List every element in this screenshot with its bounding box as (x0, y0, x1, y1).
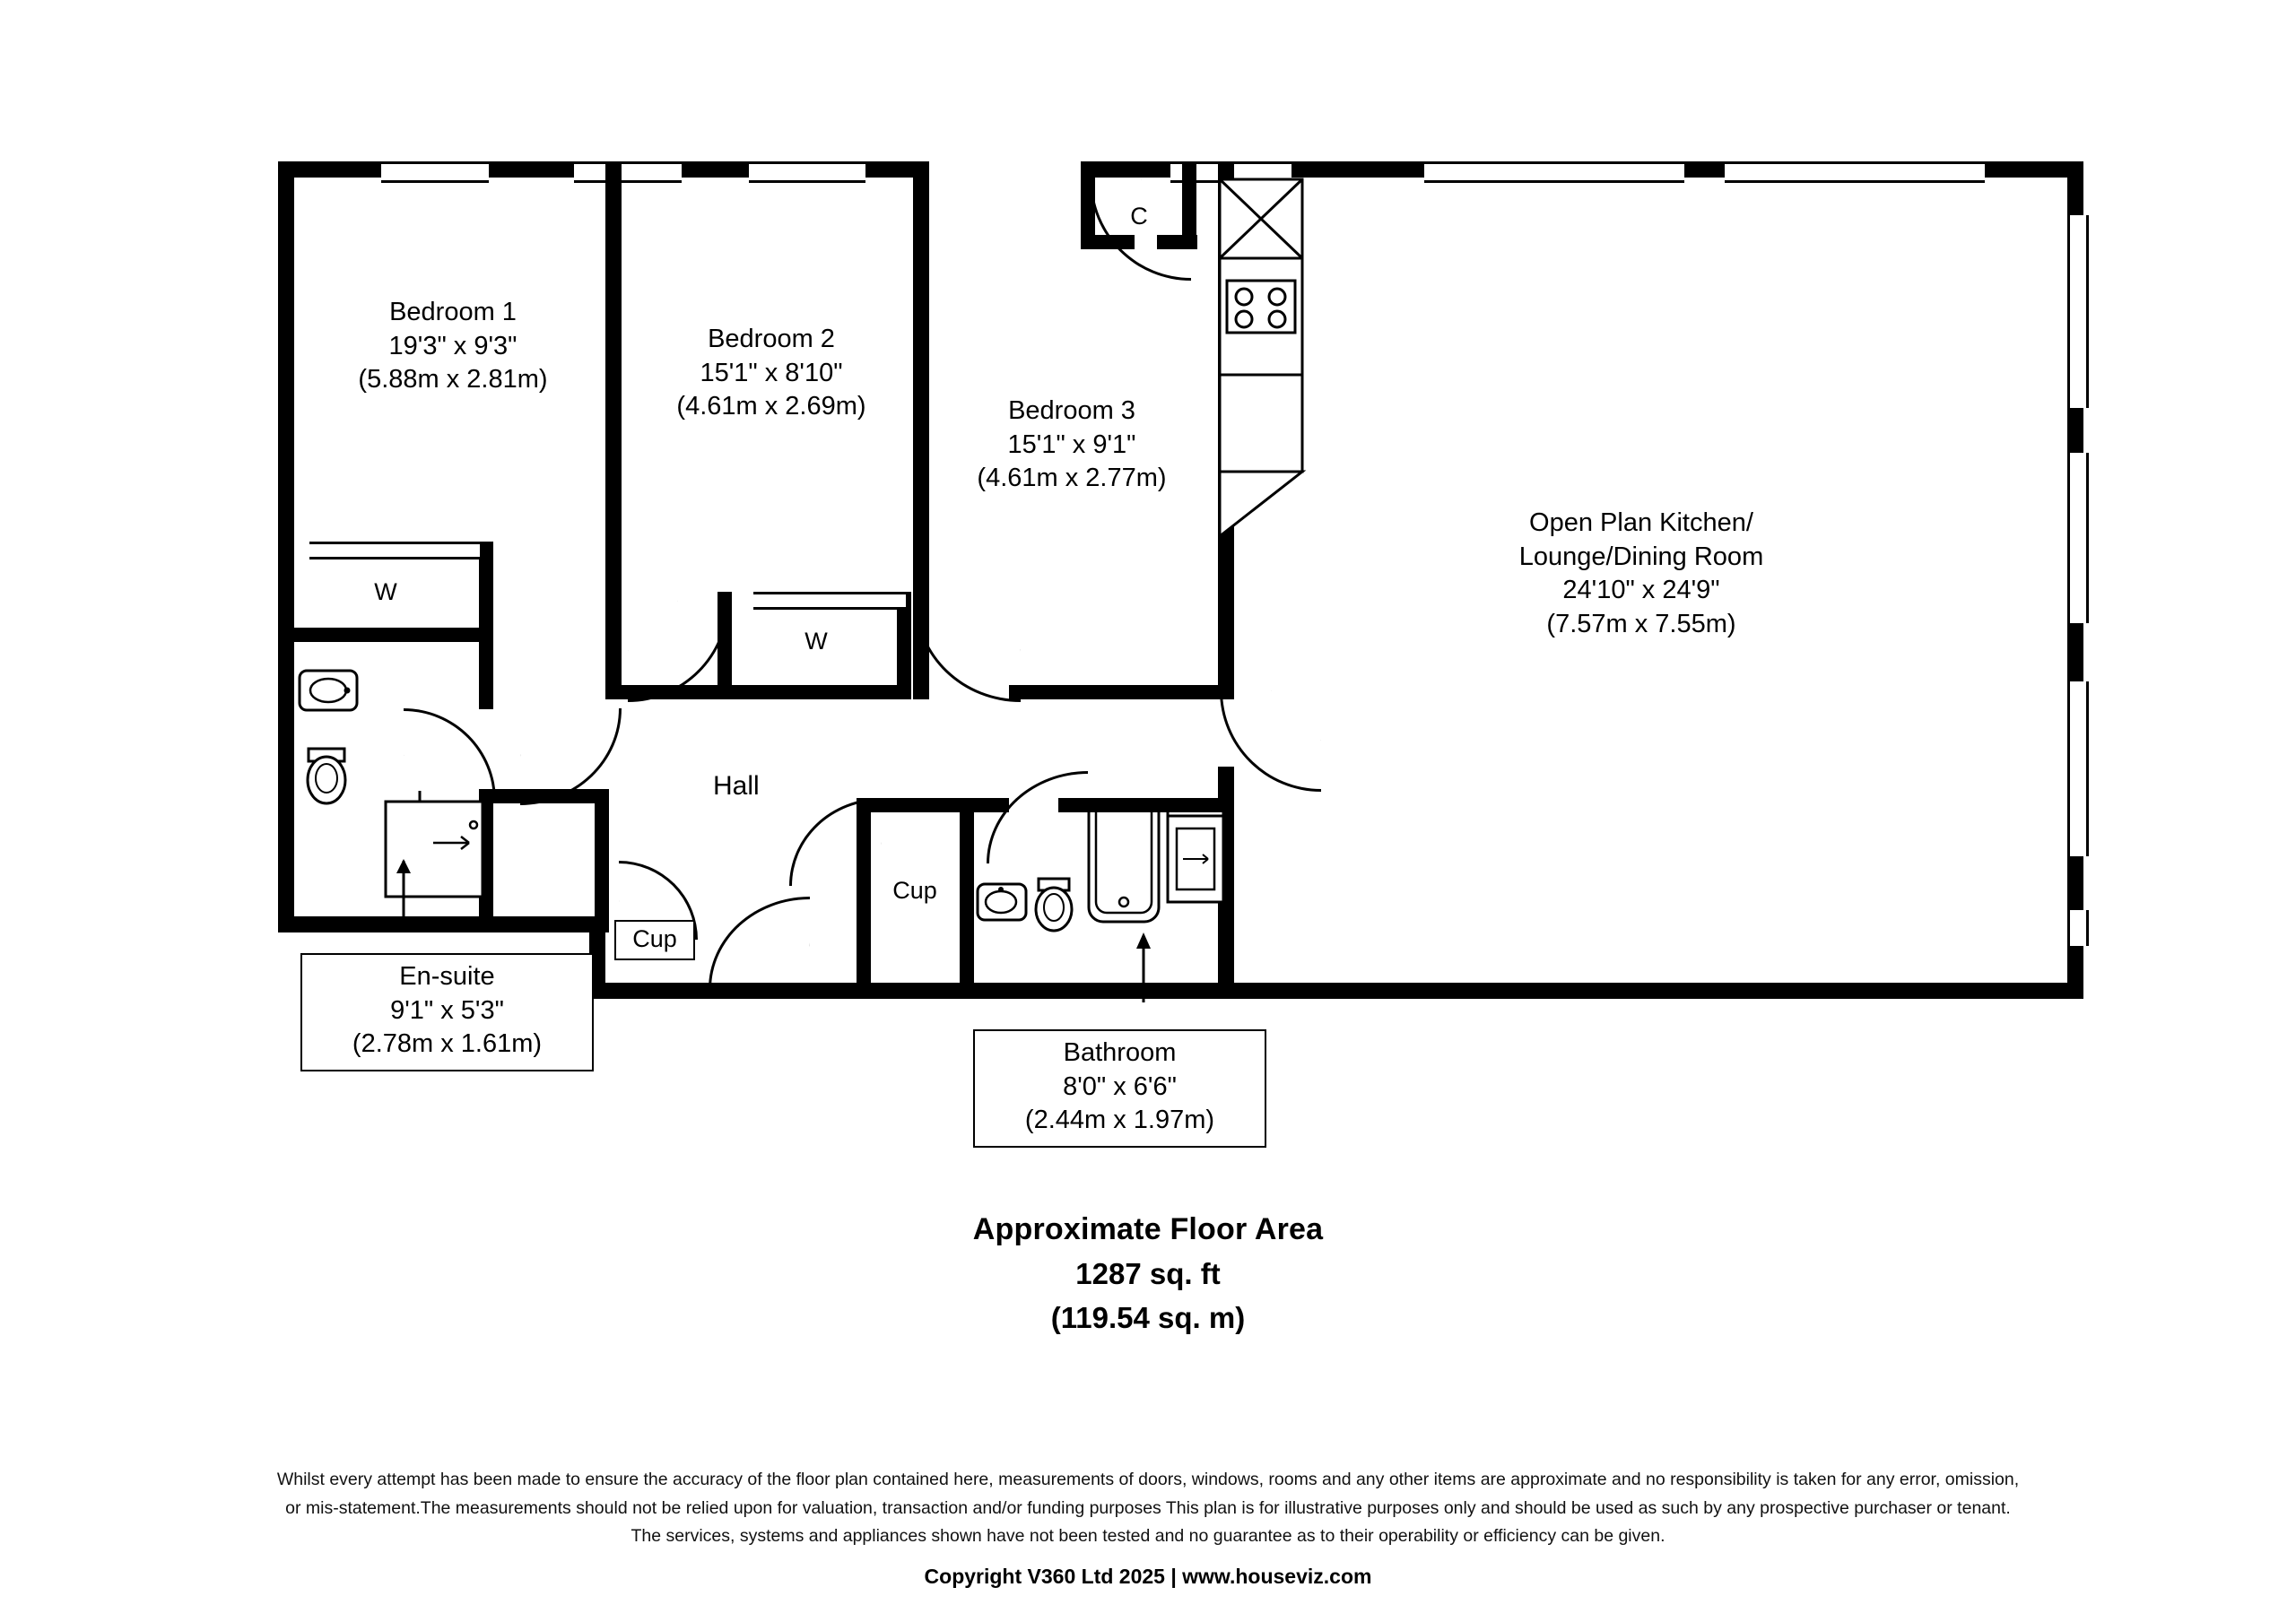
wall-right-seg-4 (2067, 856, 2083, 910)
window-right-1 (2067, 215, 2089, 408)
door-bathroom (987, 771, 1088, 863)
kitchen-units (1218, 178, 1335, 563)
door-bedroom-3 (915, 601, 1021, 702)
label-hall: Hall (713, 771, 760, 801)
wall-hall-bottom-right (1009, 685, 1233, 699)
wall-wardrobe2-bottom (718, 685, 911, 699)
wall-wardrobe1-bottom (294, 628, 493, 642)
door-hall-lower (709, 897, 810, 989)
wall-bottom-cup1 (589, 983, 706, 999)
room-dimensions-metric: (2.44m x 1.97m) (1024, 1106, 1215, 1135)
room-name: Open Plan Kitchen/ (1529, 508, 1753, 537)
room-dimensions-imperial: 8'0" x 6'6" (1063, 1071, 1177, 1101)
wall-top-seg-6 (1684, 161, 1725, 178)
room-label-open-plan-kitchen (1363, 507, 1919, 642)
wall-left (278, 161, 294, 932)
floor-area-sqm: (119.54 sq. m) (1050, 1301, 1246, 1334)
window-top-2 (574, 161, 682, 183)
copyright-line: Copyright V360 Ltd 2025 | www.houseviz.com (924, 1565, 1372, 1588)
window-right-3 (2067, 681, 2089, 856)
approximate-floor-area-block (0, 1212, 2296, 1335)
disclaimer-line-3: The services, systems and appliances shown have not been tested and no guarantee as to their operability or efficiency can be given. (631, 1526, 1665, 1547)
label-wardrobe-2: W (804, 628, 828, 655)
wall-bed1-bed2 (605, 161, 622, 699)
bathroom-entry-arrow (1126, 924, 1161, 1004)
wardrobe2-door (753, 592, 906, 610)
room-name-line2: Lounge/Dining Room (1518, 542, 1764, 571)
room-dimensions-metric: (4.61m x 2.77m) (977, 464, 1167, 493)
wall-right-seg-5 (2067, 946, 2083, 999)
wall-cup2-right (960, 798, 974, 986)
wall-cup1-left (595, 789, 609, 932)
floor-area-sqft: 1287 sq. ft (1075, 1257, 1221, 1290)
window-top-5 (1424, 161, 1684, 183)
room-dimensions-metric: (2.78m x 1.61m) (352, 1029, 543, 1059)
room-name: Bathroom (1063, 1038, 1177, 1067)
wall-top-seg-2 (489, 161, 574, 178)
door-hall-kitchen (1220, 690, 1321, 792)
room-label-bathroom (973, 1029, 1266, 1148)
door-cup-2 (789, 798, 882, 886)
room-dimensions-imperial: 15'1" x 9'1" (1007, 429, 1136, 459)
disclaimer-line-1: Whilst every attempt has been made to ensure the accuracy of the floor plan contained here, measurements of doors, windows, rooms and any other items are approximate and no responsibility is taken for any error, omission, (276, 1470, 2020, 1489)
room-dimensions-imperial: 19'3" x 9'3" (388, 331, 517, 360)
disclaimer (0, 1466, 2296, 1551)
wall-bottom-right (1233, 983, 2083, 999)
window-top-6 (1725, 161, 1985, 183)
room-dimensions-imperial: 9'1" x 5'3" (390, 995, 504, 1025)
room-dimensions-metric: (4.61m x 2.69m) (676, 392, 866, 421)
room-label-bedroom-3 (924, 395, 1220, 496)
room-name: Bedroom 1 (389, 298, 517, 326)
room-label-ensuite (300, 953, 594, 1071)
window-top-3 (749, 161, 865, 183)
wall-wardrobe1-right (479, 542, 493, 642)
window-right-2 (2067, 453, 2089, 623)
wall-right-seg-1 (2067, 161, 2083, 215)
room-dimensions-imperial: 15'1" x 8'10" (700, 358, 843, 387)
wall-right-seg-3 (2067, 623, 2083, 681)
wall-kitchen-left-lower (1218, 767, 1234, 811)
room-name: Bedroom 2 (708, 325, 835, 353)
disclaimer-line-2: or mis-statement.The measurements should not be relied upon for valuation, transaction and/or funding purposes This plan is for illustrative purposes only and should be used as such by any prospective purchaser or tenant. (285, 1497, 2011, 1518)
room-name: En-suite (399, 962, 495, 991)
wall-right-seg-2 (2067, 408, 2083, 453)
label-cup-2: Cup (892, 877, 937, 904)
room-dimensions-metric: (5.88m x 2.81m) (358, 365, 548, 395)
wall-top-seg-3 (682, 161, 749, 178)
room-label-bedroom-1 (305, 296, 601, 397)
window-top-1 (381, 161, 489, 183)
room-dimensions-metric: (7.57m x 7.55m) (1546, 610, 1736, 639)
window-right-4 (2067, 910, 2089, 946)
label-cup-1: Cup (614, 920, 695, 960)
label-cupboard-c: C (1130, 203, 1148, 230)
wardrobe1-door (309, 542, 480, 559)
room-dimensions-imperial: 24'10" x 24'9" (1562, 576, 1720, 605)
label-wardrobe-1: W (374, 578, 397, 605)
wall-top-seg-5 (1292, 161, 1424, 178)
room-name: Bedroom 3 (1008, 396, 1135, 425)
floor-area-title: Approximate Floor Area (972, 1212, 1324, 1246)
ensuite-entry-arrow (386, 852, 422, 932)
room-label-bedroom-2 (628, 323, 915, 424)
